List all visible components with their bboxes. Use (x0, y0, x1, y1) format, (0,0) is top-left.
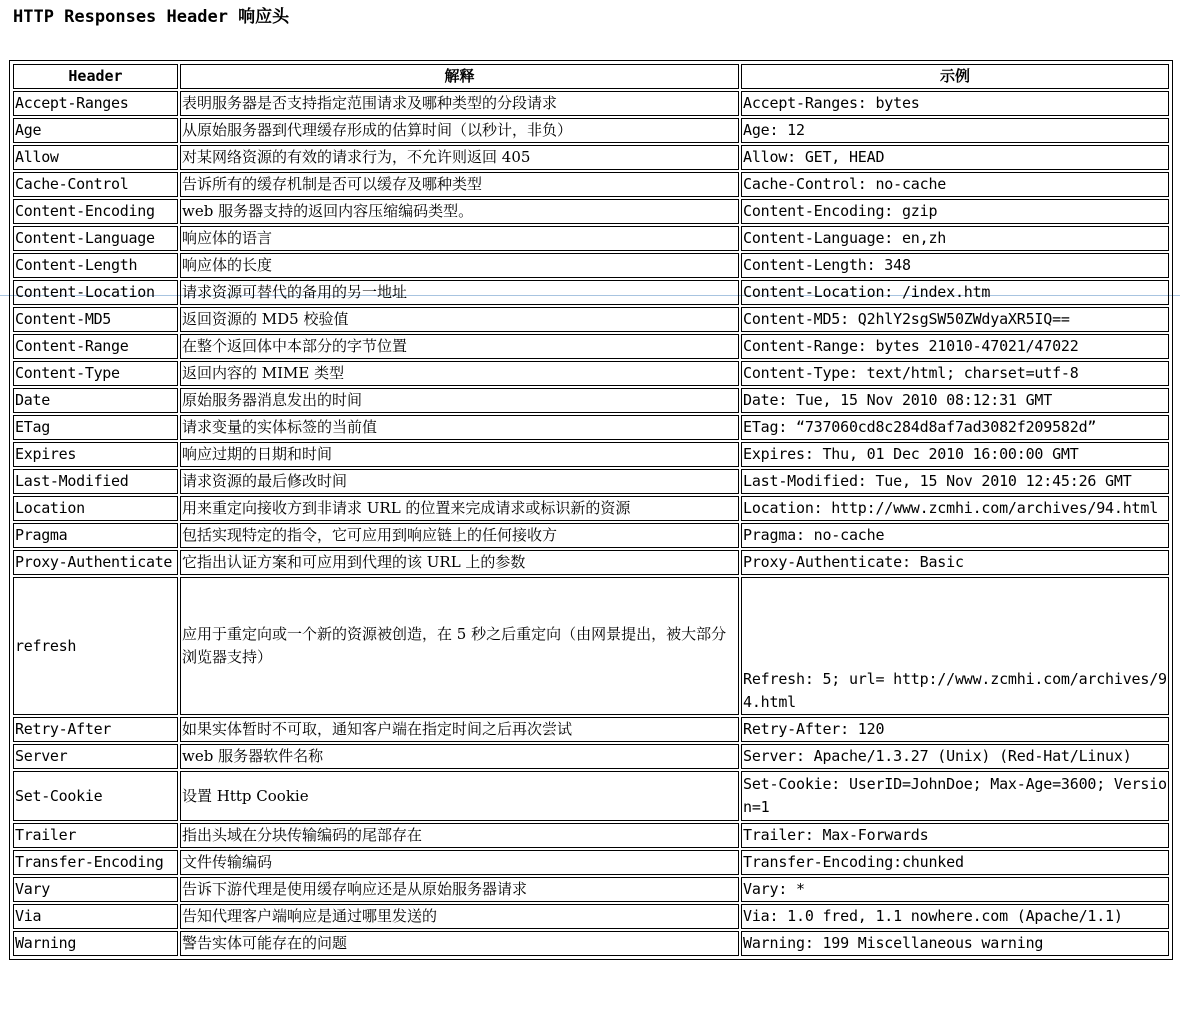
example-cell: Content-Language: en,zh (741, 226, 1169, 251)
example-cell: Accept-Ranges: bytes (741, 91, 1169, 116)
table-row (13, 496, 1169, 521)
table-row (13, 361, 1169, 386)
table-row (13, 253, 1169, 278)
example-cell: Server: Apache/1.3.27 (Unix) (Red-Hat/Linux) (741, 744, 1169, 769)
header-name-cell: Via (13, 904, 178, 929)
example-cell: Set-Cookie: UserID=JohnDoe; Max-Age=3600; Version=1 (741, 771, 1169, 821)
description-cell: 告知代理客户端响应是通过哪里发送的 (180, 904, 739, 929)
column-header-header: Header (13, 64, 178, 89)
description-cell: 响应体的语言 (180, 226, 739, 251)
example-cell: Content-Encoding: gzip (741, 199, 1169, 224)
header-name-cell: Content-Language (13, 226, 178, 251)
example-cell: Retry-After: 120 (741, 717, 1169, 742)
response-headers-table (11, 62, 1171, 958)
header-name-cell: Server (13, 744, 178, 769)
description-cell: 在整个返回体中本部分的字节位置 (180, 334, 739, 359)
description-cell: 如果实体暂时不可取，通知客户端在指定时间之后再次尝试 (180, 717, 739, 742)
example-cell: Content-Length: 348 (741, 253, 1169, 278)
description-cell: 请求资源可替代的备用的另一地址 (180, 280, 739, 305)
description-cell: 文件传输编码 (180, 850, 739, 875)
header-name-cell: ETag (13, 415, 178, 440)
table-row (13, 226, 1169, 251)
header-name-cell: Content-MD5 (13, 307, 178, 332)
header-name-cell: Content-Encoding (13, 199, 178, 224)
column-header-description: 解释 (180, 64, 739, 89)
header-name-cell: Trailer (13, 823, 178, 848)
header-name-cell: Age (13, 118, 178, 143)
description-cell: 指出头域在分块传输编码的尾部存在 (180, 823, 739, 848)
header-name-cell: Expires (13, 442, 178, 467)
table-row (13, 523, 1169, 548)
table-row (13, 172, 1169, 197)
table-row (13, 334, 1169, 359)
table-row (13, 771, 1169, 821)
header-name-cell: Date (13, 388, 178, 413)
description-cell: 包括实现特定的指令，它可应用到响应链上的任何接收方 (180, 523, 739, 548)
description-cell: 它指出认证方案和可应用到代理的该 URL 上的参数 (180, 550, 739, 575)
example-cell: ETag: “737060cd8c284d8af7ad3082f209582d” (741, 415, 1169, 440)
column-header-example: 示例 (741, 64, 1169, 89)
response-headers-table-frame (9, 60, 1173, 960)
header-name-cell: Content-Range (13, 334, 178, 359)
example-cell: Vary: * (741, 877, 1169, 902)
description-cell: web 服务器支持的返回内容压缩编码类型。 (180, 199, 739, 224)
header-name-cell: Cache-Control (13, 172, 178, 197)
example-cell: Refresh: 5; url= http://www.zcmhi.com/archives/94.html (741, 577, 1169, 715)
header-name-cell: Proxy-Authenticate (13, 550, 178, 575)
example-cell: Transfer-Encoding:chunked (741, 850, 1169, 875)
table-header-row (13, 64, 1169, 89)
description-cell: 从原始服务器到代理缓存形成的估算时间（以秒计，非负） (180, 118, 739, 143)
example-cell: Trailer: Max-Forwards (741, 823, 1169, 848)
table-row (13, 577, 1169, 715)
table-row (13, 904, 1169, 929)
description-cell: 表明服务器是否支持指定范围请求及哪种类型的分段请求 (180, 91, 739, 116)
description-cell: 告诉下游代理是使用缓存响应还是从原始服务器请求 (180, 877, 739, 902)
example-cell: Content-MD5: Q2hlY2sgSW50ZWdyaXR5IQ== (741, 307, 1169, 332)
header-name-cell: Transfer-Encoding (13, 850, 178, 875)
table-row (13, 850, 1169, 875)
table-row (13, 469, 1169, 494)
description-cell: 请求资源的最后修改时间 (180, 469, 739, 494)
table-row (13, 877, 1169, 902)
example-cell: Expires: Thu, 01 Dec 2010 16:00:00 GMT (741, 442, 1169, 467)
description-cell: 告诉所有的缓存机制是否可以缓存及哪种类型 (180, 172, 739, 197)
table-body (13, 91, 1169, 956)
description-cell: 请求变量的实体标签的当前值 (180, 415, 739, 440)
table-row (13, 931, 1169, 956)
description-cell: 返回资源的 MD5 校验值 (180, 307, 739, 332)
example-cell: Content-Location: /index.htm (741, 280, 1169, 305)
example-cell: Date: Tue, 15 Nov 2010 08:12:31 GMT (741, 388, 1169, 413)
example-cell: Age: 12 (741, 118, 1169, 143)
example-cell: Via: 1.0 fred, 1.1 nowhere.com (Apache/1.1) (741, 904, 1169, 929)
example-cell: Pragma: no-cache (741, 523, 1169, 548)
table-row (13, 280, 1169, 305)
example-cell: Location: http://www.zcmhi.com/archives/94.html (741, 496, 1169, 521)
table-row (13, 415, 1169, 440)
header-name-cell: refresh (13, 577, 178, 715)
description-cell: 响应体的长度 (180, 253, 739, 278)
example-cell: Cache-Control: no-cache (741, 172, 1169, 197)
description-cell: 对某网络资源的有效的请求行为，不允许则返回 405 (180, 145, 739, 170)
header-name-cell: Warning (13, 931, 178, 956)
header-name-cell: Content-Length (13, 253, 178, 278)
header-name-cell: Allow (13, 145, 178, 170)
example-cell: Last-Modified: Tue, 15 Nov 2010 12:45:26 GMT (741, 469, 1169, 494)
header-name-cell: Last-Modified (13, 469, 178, 494)
table-row (13, 550, 1169, 575)
table-row (13, 717, 1169, 742)
example-cell: Proxy-Authenticate: Basic (741, 550, 1169, 575)
description-cell: 警告实体可能存在的问题 (180, 931, 739, 956)
table-row (13, 145, 1169, 170)
table-row (13, 388, 1169, 413)
description-cell: 设置 Http Cookie (180, 771, 739, 821)
table-row (13, 118, 1169, 143)
header-name-cell: Content-Type (13, 361, 178, 386)
table-row (13, 91, 1169, 116)
description-cell: 响应过期的日期和时间 (180, 442, 739, 467)
table-row (13, 744, 1169, 769)
description-cell: web 服务器软件名称 (180, 744, 739, 769)
example-cell: Allow: GET, HEAD (741, 145, 1169, 170)
table-row (13, 199, 1169, 224)
example-cell: Warning: 199 Miscellaneous warning (741, 931, 1169, 956)
page-title: HTTP Responses Header 响应头 (13, 7, 290, 27)
example-cell: Content-Type: text/html; charset=utf-8 (741, 361, 1169, 386)
header-name-cell: Pragma (13, 523, 178, 548)
table-row (13, 823, 1169, 848)
table-row (13, 307, 1169, 332)
description-cell: 返回内容的 MIME 类型 (180, 361, 739, 386)
description-cell: 用来重定向接收方到非请求 URL 的位置来完成请求或标识新的资源 (180, 496, 739, 521)
header-name-cell: Accept-Ranges (13, 91, 178, 116)
table-row (13, 442, 1169, 467)
example-cell: Content-Range: bytes 21010-47021/47022 (741, 334, 1169, 359)
header-name-cell: Set-Cookie (13, 771, 178, 821)
description-cell: 应用于重定向或一个新的资源被创造，在 5 秒之后重定向（由网景提出，被大部分浏览器支持） (180, 577, 739, 715)
header-name-cell: Location (13, 496, 178, 521)
header-name-cell: Content-Location (13, 280, 178, 305)
description-cell: 原始服务器消息发出的时间 (180, 388, 739, 413)
header-name-cell: Retry-After (13, 717, 178, 742)
header-name-cell: Vary (13, 877, 178, 902)
